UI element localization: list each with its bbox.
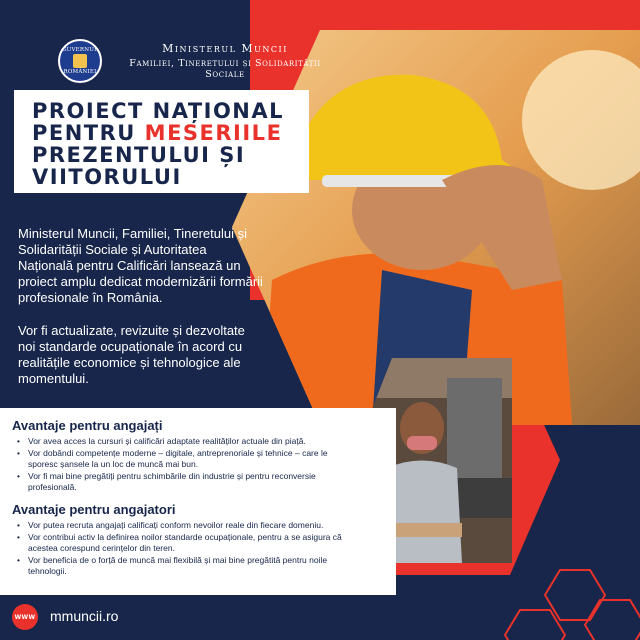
logo-bottom-text: ROMÂNIEI [63,69,97,75]
employees-heading: Avantaje pentru angajați [12,418,163,433]
page-title [32,100,302,188]
employers-list [14,520,344,578]
ministry-line1: Ministerul Muncii [162,42,288,55]
www-icon-label: WWW [14,613,36,621]
list-item: • Vor fi mai bine pregătiți pentru schimbările din industrie și pentru reconversie profesională. [14,471,344,493]
intro-paragraph-2: Vor fi actualizate, revizuite și dezvoltate noi standarde ocupaționale în acord cu realitățile economice și tehnologice ale momentului. [18,323,245,386]
website-link[interactable]: mmuncii.ro [50,608,119,624]
crest-shield [73,54,87,68]
employees-list [14,436,344,494]
title-highlight: MESERIILE [144,121,283,145]
list-item: • Vor avea acces la cursuri și calificări adaptate realităților actuale din piață. [14,436,344,447]
hex-outline-pattern [505,570,640,640]
logo-top-text: GUVERNUL [62,47,98,53]
intro-text [18,226,263,404]
list-item: • Vor putea recruta angajați calificați conform nevoilor reale din fiecare domeniu. [14,520,344,531]
ministry-name [110,42,340,80]
ministry-line2: Familiei, Tineretului și Solidarității Sociale [129,58,321,80]
employers-heading: Avantaje pentru angajatori [12,502,176,517]
list-item: • Vor dobândi competențe moderne – digitale, antreprenoriale și tehnice – care le sporesc șansele la un loc de muncă mai bun. [14,448,344,470]
government-crest-icon [58,39,102,83]
list-item: • Vor beneficia de o forță de muncă mai flexibilă și mai bine pregătită pentru noile tehnologii. [14,555,344,577]
list-item: • Vor contribui activ la definirea noilor standarde ocupaționale, pentru a se asigura că acestea corespund cerințelor din teren. [14,532,344,554]
title-part2: PREZENTULUI ȘI VIITORULUI [32,143,246,189]
title-part1: PROIECT NAȚIONAL PENTRU [32,99,285,145]
www-globe-icon [12,604,38,630]
intro-paragraph-1: Ministerul Muncii, Familiei, Tineretului și Solidarității Sociale și Autoritatea Națională pentru Calificări lansează un proiect amplu dedicat modernizării formării profesionale în România. [18,226,263,305]
